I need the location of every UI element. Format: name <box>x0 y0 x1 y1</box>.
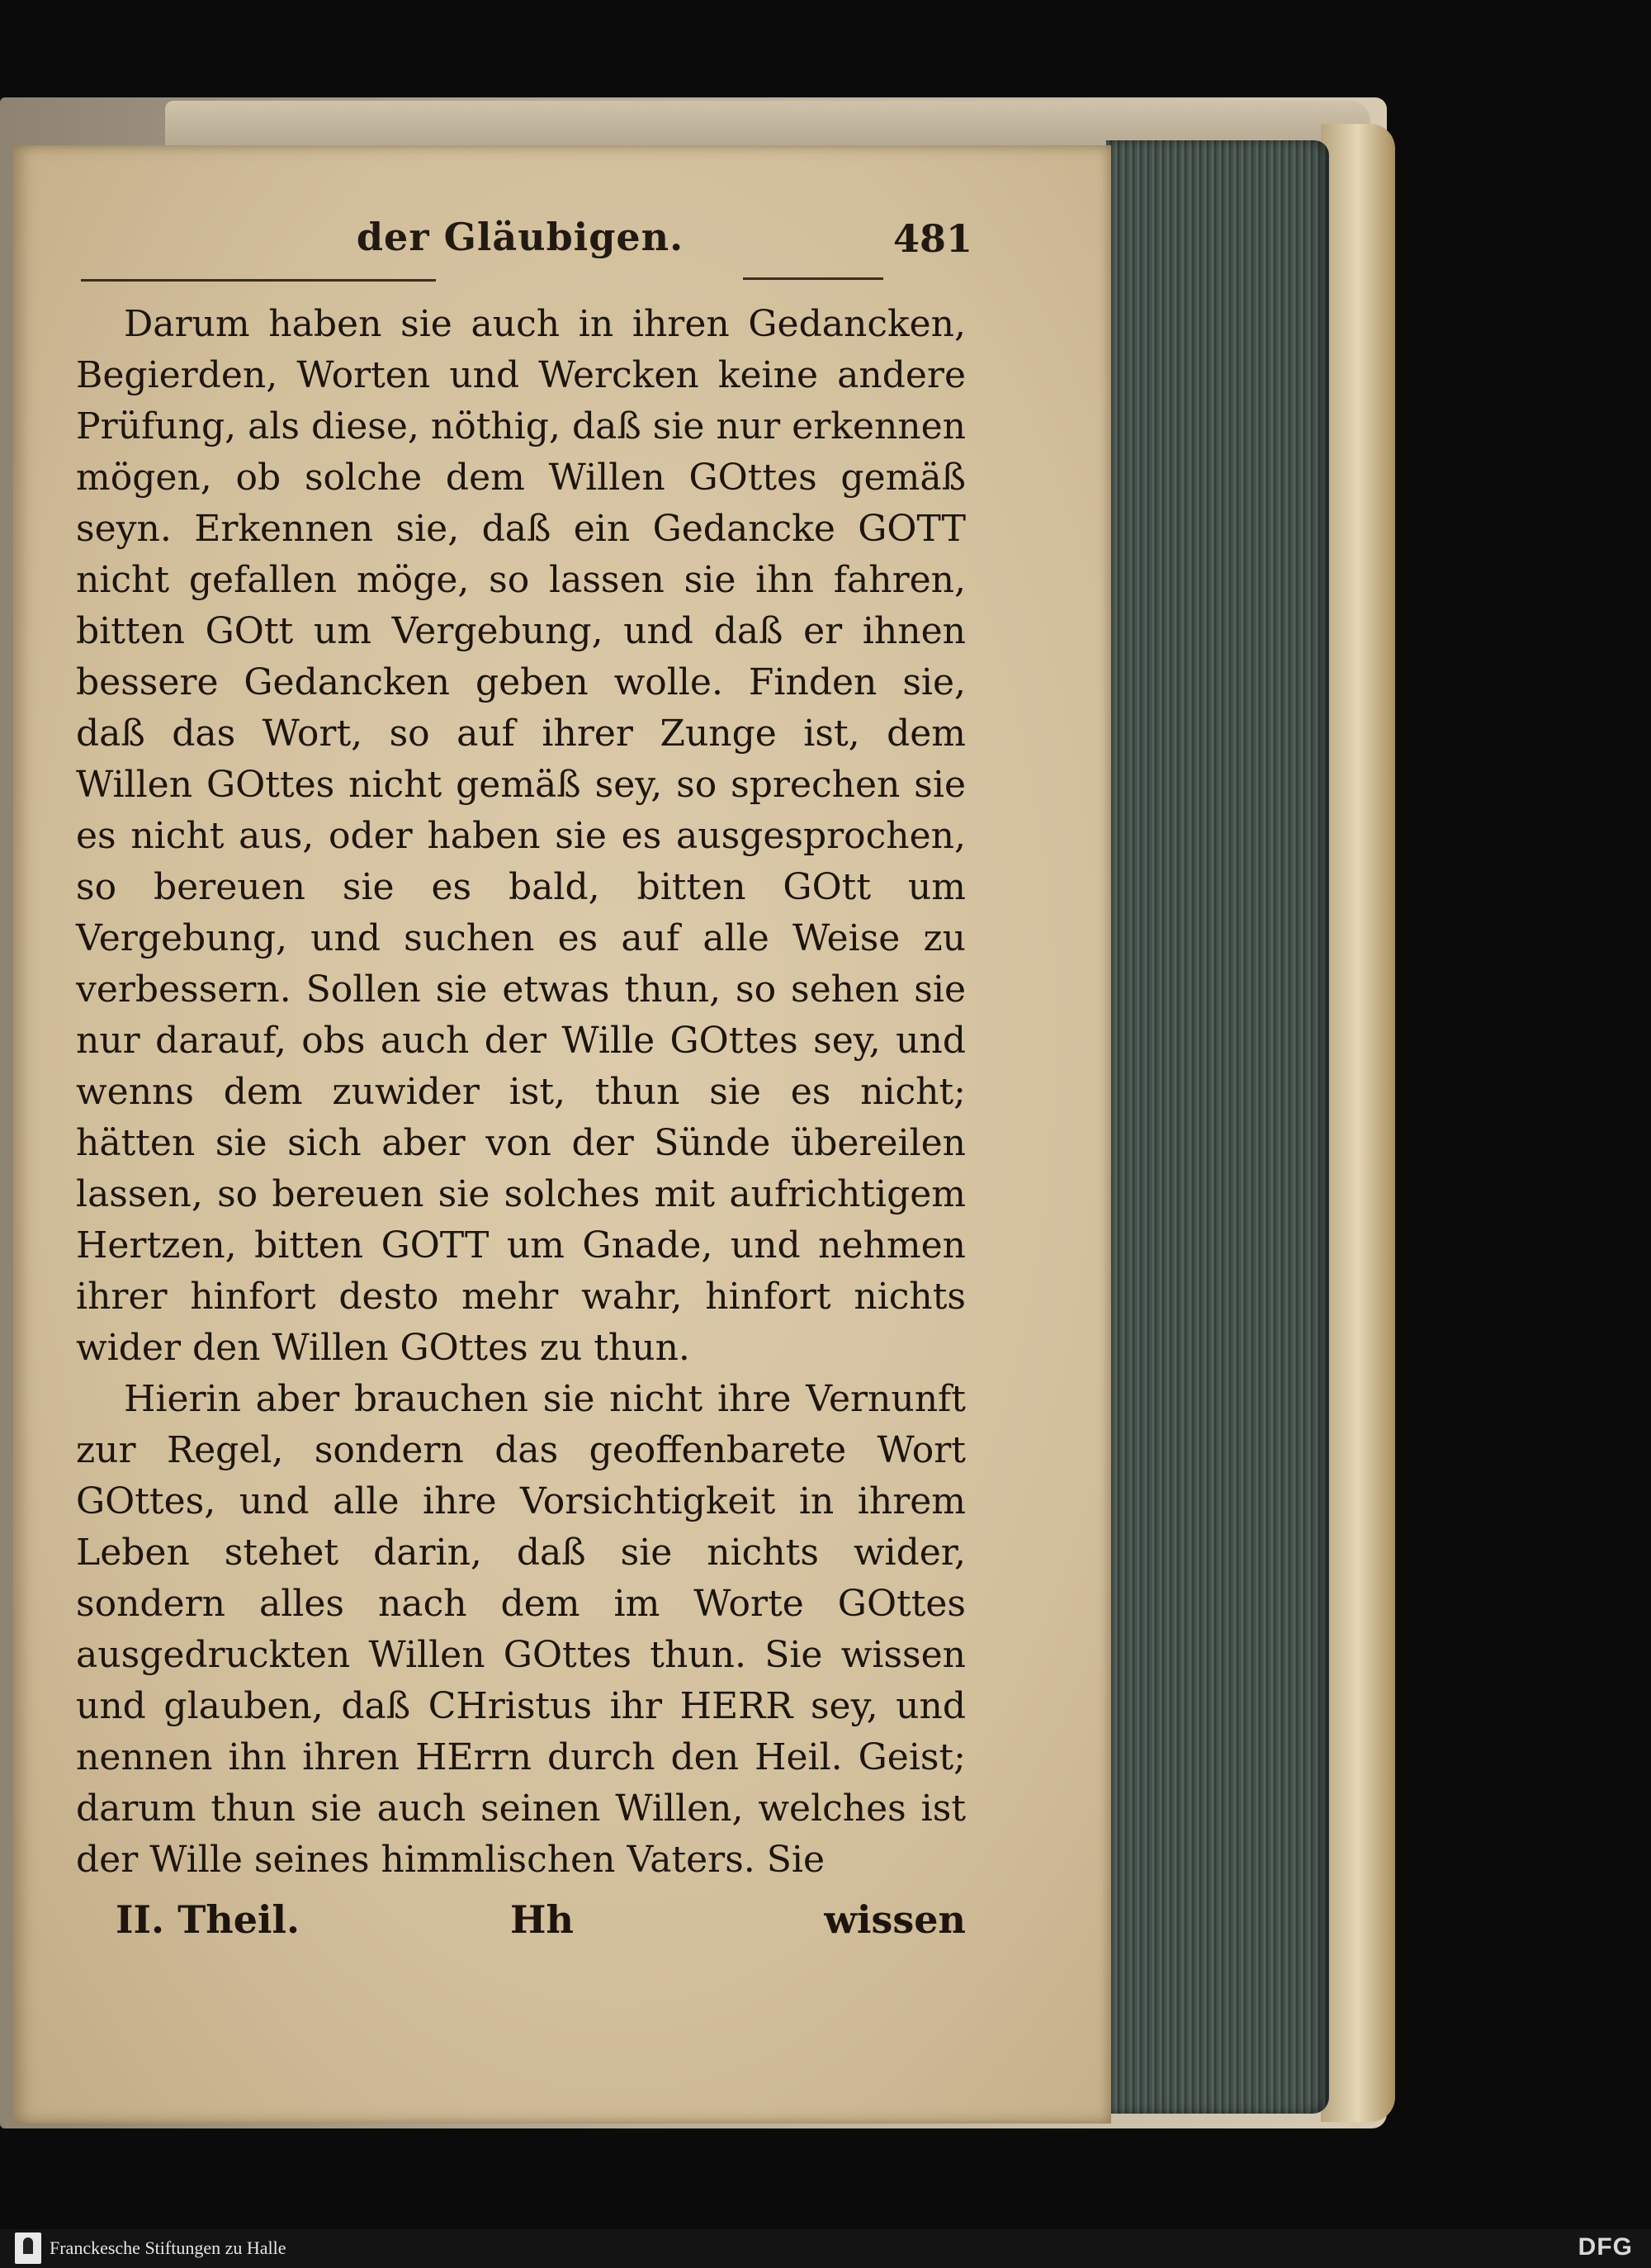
body-text <box>76 299 966 1886</box>
page-stack <box>1106 140 1329 2114</box>
library-logo-icon <box>15 2232 41 2264</box>
book-fore-edge <box>1321 124 1395 2122</box>
library-name: Franckesche Stiftungen zu Halle <box>50 2237 286 2258</box>
running-head: der Gläubigen. <box>356 215 684 259</box>
signature-mark: II. Theil. <box>116 1897 300 1942</box>
page-footer <box>116 1897 966 1955</box>
header-rule-left <box>81 279 436 282</box>
paragraph-1: Darum haben sie auch in ihren Gedancken, Begierden, Worten und Wercken keine andere Prüfung, als diese, nöthig, daß sie nur erkennen mögen, ob solche dem Willen GOttes gemäß seyn. Erkennen sie, daß ein Gedancke GOTT nicht gefallen möge, so lassen sie ihn fahren, bitten GOtt um Vergebung, und daß er ihnen bessere Gedancken geben wolle. Finden sie, daß das Wort, so auf ihrer Zunge ist, dem Willen GOttes nicht gemäß sey, so sprechen sie es nicht aus, oder haben sie es ausgesprochen, so bereuen sie es bald, bitten GOtt um Vergebung, und suchen es auf alle Weise zu verbessern. Sollen sie etwas thun, so sehen sie nur darauf, obs auch der Wille GOttes sey, und wenns dem zuwider ist, thun sie es nicht; hätten sie sich aber von der Sünde übereilen lassen, so bereuen sie solches mit aufrichtigem Hertzen, bitten GOTT um Gnade, und nehmen ihrer hinfort desto mehr wahr, hinfort nichts wider den Willen GOttes zu thun. <box>76 303 966 1369</box>
header-rule-right <box>743 277 883 280</box>
catchword: wissen <box>824 1897 966 1942</box>
gathering-mark: Hh <box>510 1897 574 1942</box>
paragraph-2: Hierin aber brauchen sie nicht ihre Vernunft zur Regel, sondern das geoffenbarete Wort GOttes, und alle ihre Vorsichtigkeit in ihrem Leben stehet darin, daß sie nichts wider, sondern alles nach dem im Worte GOttes ausgedruckten Willen GOttes thun. Sie wissen und glauben, daß CHristus ihr HERR sey, und nennen ihn ihren HErrn durch den Heil. Geist; darum thun sie auch seinen Willen, welches ist der Wille seines himmlischen Vaters. Sie <box>76 1378 966 1881</box>
funder-logo: DFG <box>1578 2233 1633 2261</box>
page-number: 481 <box>893 216 973 261</box>
